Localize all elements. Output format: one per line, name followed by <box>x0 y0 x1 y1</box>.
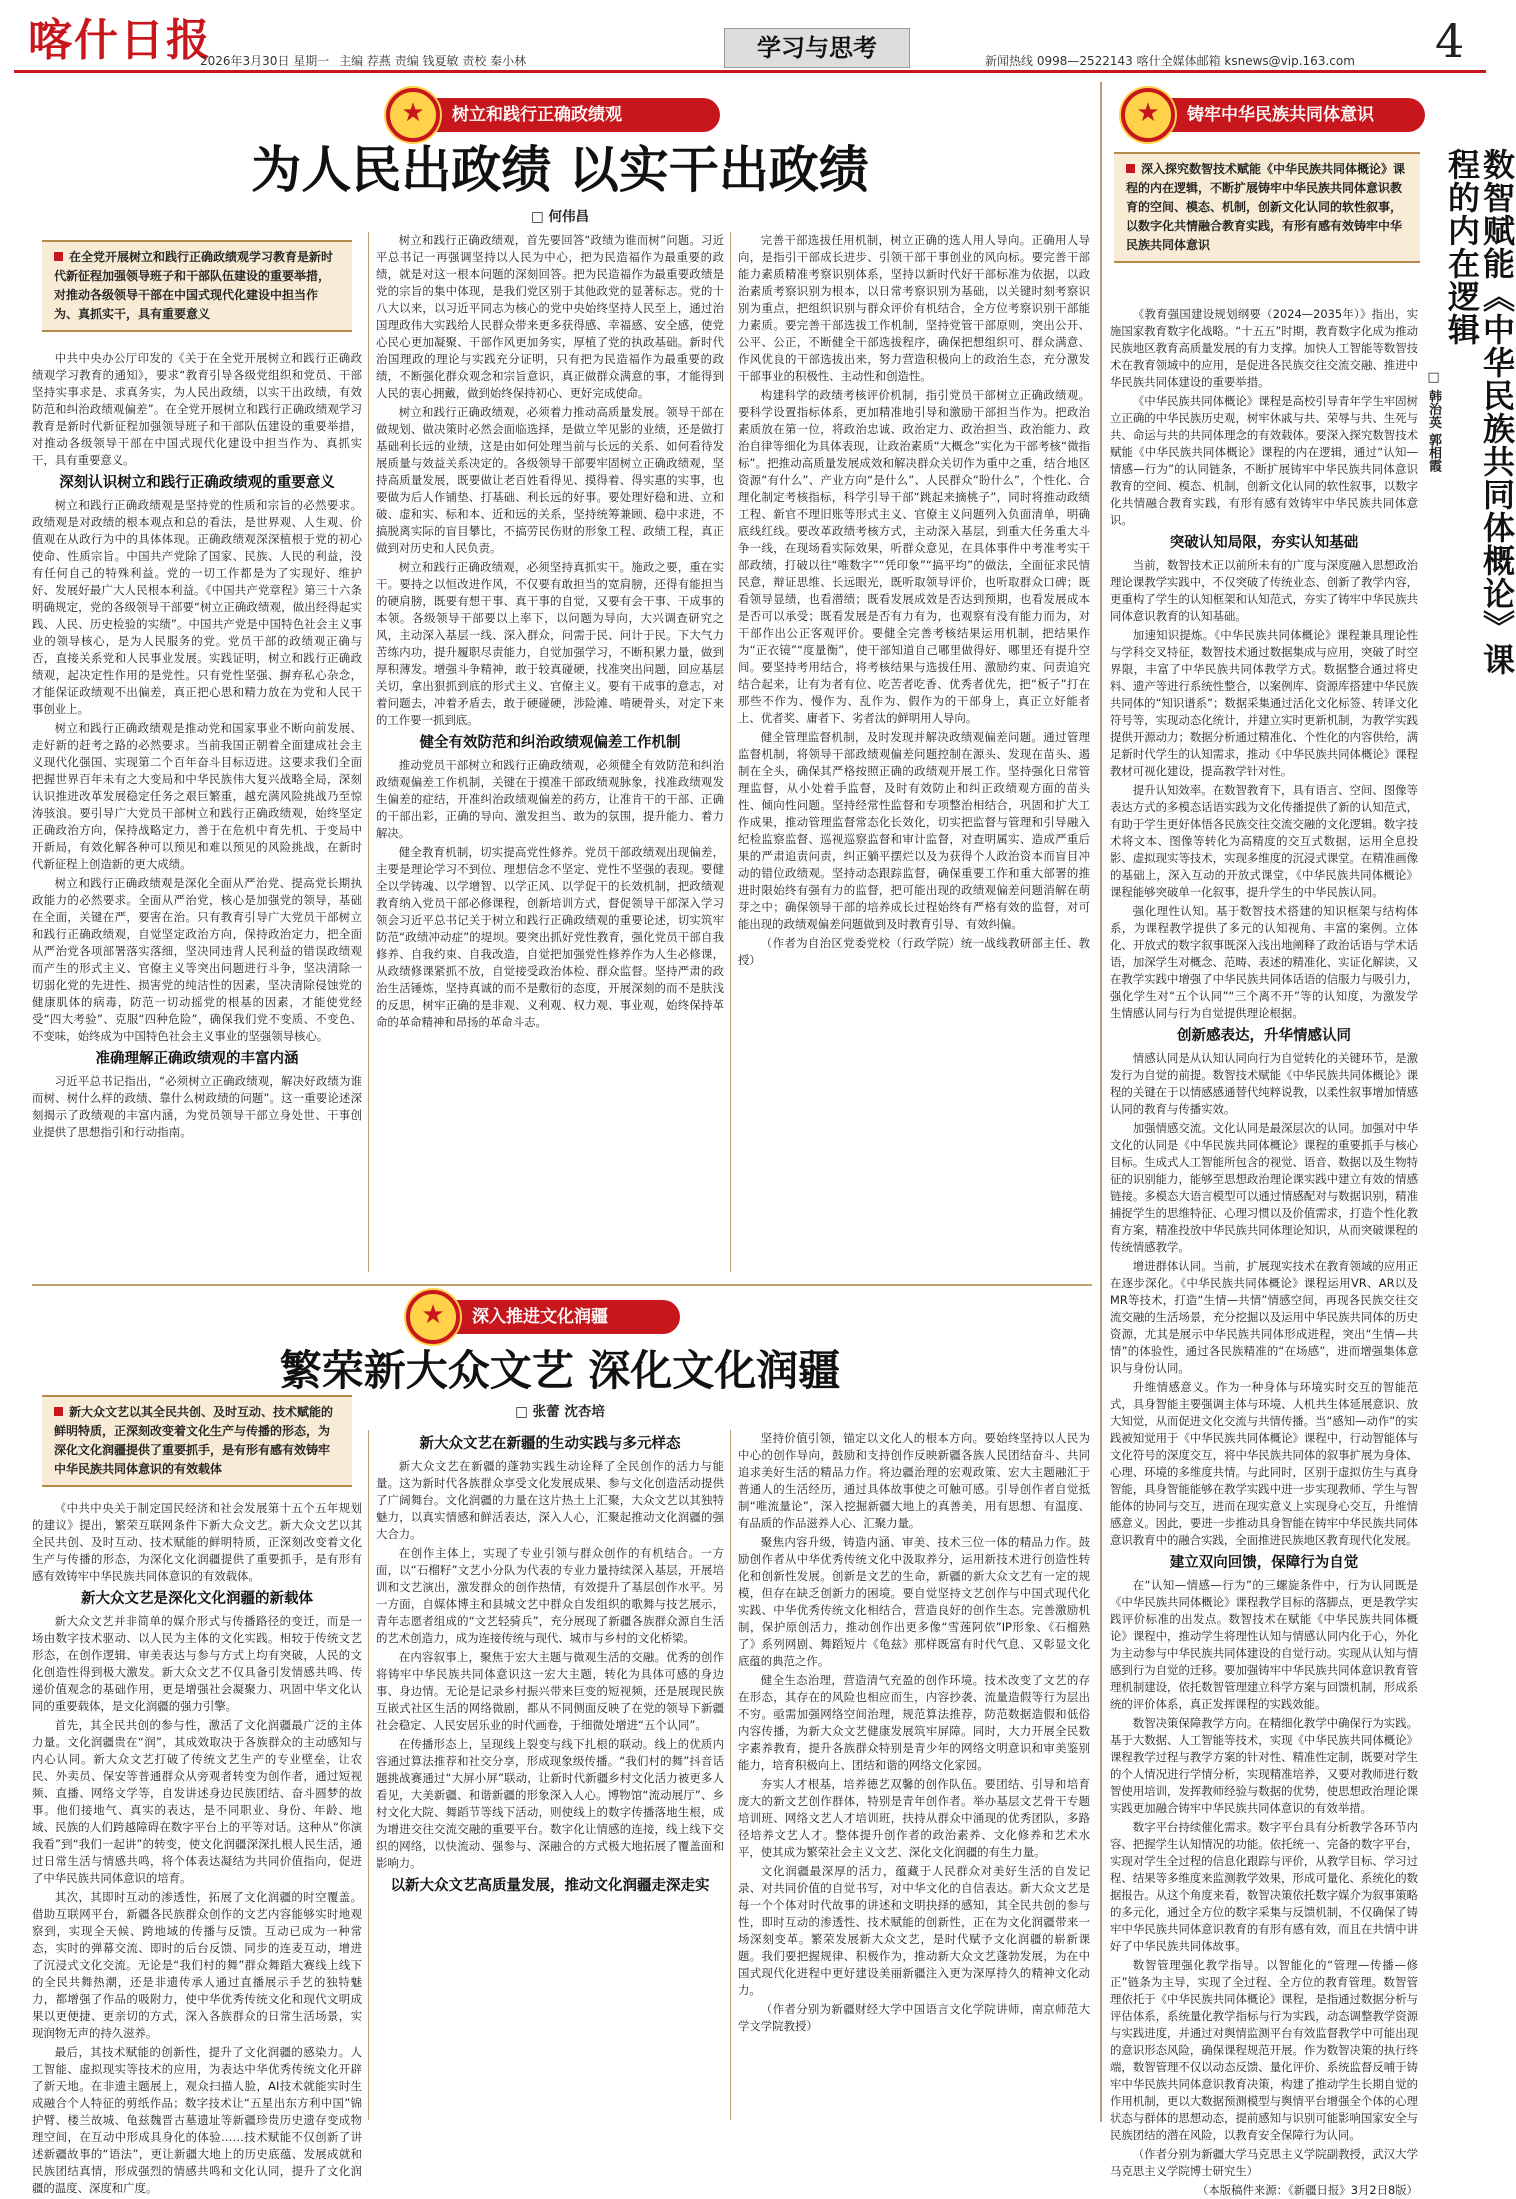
party-emblem-icon <box>386 88 440 142</box>
article1-banner <box>390 98 720 132</box>
article3-paragraph: 情感认同是从认知认同向行为自觉转化的关键环节，是激发行为自觉的前提。数智技术赋能《中华民族共同体概论》课程的关键在于以情感感通替代纯粹说教，以柔性叙事增加情感认同的教育与传播实效。 <box>1110 1051 1418 1116</box>
article3-banner <box>1125 98 1425 132</box>
article1-banner-label: 树立和践行正确政绩观 <box>452 105 622 125</box>
article2-subheading-1: 新大众文艺是深化文化润疆的新载体 <box>81 1591 313 1607</box>
article2-title: 繁荣新大众文艺 深化文化润疆 <box>279 1346 841 1395</box>
article2-paragraph: 文化润疆最深厚的活力，蕴藏于人民群众对美好生活的自发记录、对共同价值的自觉书写，对中华文化的自信表达。新大众文艺是每一个个体对时代故事的讲述和文明抉择的感知，其全民共创的参与性，即时互动的渗透性、技术赋能的创新性，正在为文化润疆带来一场深刻变革。繁荣发展新大众文艺，是时代赋予文化润疆的崭新课题。我们要把握规律、积极作为，推动新大众文艺蓬勃发展，为在中国式现代化进程中更好建设美丽新疆注入更为深厚持久的精神文化动力。 <box>738 1864 1090 1997</box>
article3-paragraph: 提升认知效率。在数智教育下，具有语言、空间、图像等表达方式的多模态话语实践为文化传播提供了新的认知范式，有助于学生更好体悟各民族交往交流交融的文化逻辑。数字技术将文本、图像等转化为高精度的交互式数据，运用全息投影、虚拟现实等技术，实现多维度的沉浸式课堂。在精准画像的基础上，深入互动的开放式课堂，《中华民族共同体概论》课程能够突破单一化叙事，提升学生的中华民族认同。 <box>1110 783 1418 899</box>
article2-summary <box>42 1395 352 1487</box>
article2-col3 <box>738 1430 1090 2120</box>
article2-banner-label: 深入推进文化润疆 <box>472 1307 608 1327</box>
article2-footnote: （作者分别为新疆财经大学中国语言文化学院讲师，南京师范大学文学院教授） <box>738 2002 1090 2033</box>
article1-subheading-1: 深刻认识树立和践行正确政绩观的重要意义 <box>59 475 335 491</box>
bullet-square-icon <box>54 1407 63 1416</box>
column-divider <box>1100 82 1102 2122</box>
article1-summary <box>42 240 352 332</box>
article2-author: □ 张蕾 沈杏培 <box>515 1404 605 1420</box>
editors-line: 主编 荐燕 责编 钱夏敏 责校 秦小林 <box>339 54 527 68</box>
article2-paragraph: 夯实人才根基，培养德艺双馨的创作队伍。要团结、引导和培育庞大的新文艺创作群体，特别是青年创作者。举办基层文艺骨干专题培训班、网络文艺人才培训班，扶持从群众中涌现的优秀团队，多路径培养文艺人才。整体提升创作者的政治素养、文化修养和艺术水平，使其成为繁荣社会主义文艺、深化文化润疆的有生力量。 <box>738 1777 1090 1859</box>
source-note: （本版稿件来源：《新疆日报》3月2日8版） <box>1196 2183 1418 2197</box>
article1-summary-text: 在全党开展树立和践行正确政绩观学习教育是新时代新征程加强领导班子和干部队伍建设的重要举措，对推动各级领导干部在中国式现代化建设中担当作为、真抓实干，具有重要意义 <box>54 250 334 321</box>
article3-paragraph: 升维情感意义。作为一种身体与环境实时交互的智能范式，具身智能主要强调主体与环境、人机共生体延展意识、放大知觉，从而促进文化交流与共情传播。当“感知—动作”的实践被知觉用于《中华民族共同体概论》课程中，行动智能体与文化符号的深度交互，将中华民族共同体的叙事扩展为身体、心理、环境的多维度共情。与此同时，区别于虚拟仿生与真身智能，具身智能能够在教学实践中进一步实现教师、学生与智能体的协同与交互，进而在现实意义上实现身心交互，升维情感意义。因此，要进一步推动具身智能在铸牢中华民族共同体意识教育中的融合实践，全面推进民族地区教育现代化发展。 <box>1110 1380 1418 1547</box>
article3-paragraph: 强化理性认知。基于数智技术搭建的知识框架与结构体系，为课程教学提供了多元的认知视角、丰富的案例。立体化、开放式的数字叙事既深入浅出地阐释了政治话语与学术话语，加深学生对概念、范畴、表述的精准化、实证化解读，又在教学实践中增强了中华民族共同体话语的信服力与吸引力，强化学生对“五个认同”“三个离不开”等的认知度，为激发学生情感认同与行为自觉提供理论根据。 <box>1110 904 1418 1020</box>
header-rule <box>14 70 1486 73</box>
article3-paragraph: 数智决策保障教学方向。在精细化教学中确保行为实践。基于大数据、人工智能等技术，实现《中华民族共同体概论》课程教学过程与教学方案的针对性、精准性定制，既要对学生的个人情况进行学情分析，实现精准培养，又要对教师进行数智使用培训，发挥教师经验与数据的优势，使思想政治理论课实践更加融合铸牢中华民族共同体意识的有效举措。 <box>1110 1716 1418 1815</box>
party-emblem-icon <box>406 1290 460 1344</box>
article1-paragraph: 推动党员干部树立和践行正确政绩观，必须健全有效防范和纠治政绩观偏差工作机制，关键在于摸准干部政绩观脉象，找准政绩观发生偏差的症结，开准纠治政绩观偏差的药方，让准肯干的干部、正确的干部出彩，正确的导向、激发担当、敢为的氛围，提升能力、着力解决。 <box>376 758 724 840</box>
column-divider <box>368 232 369 1272</box>
article2-paragraph: 《中共中央关于制定国民经济和社会发展第十五个五年规划的建议》提出，繁荣互联网条件下新大众文艺。新大众文艺以其全民共创、及时互动、技术赋能的鲜明特质，正深刻改变着文化生产与传播的形态，为深化文化润疆提供了重要抓手，是有形有感有效铸牢中华民族共同体意识的有效载体。 <box>32 1501 362 1583</box>
article3-author-name: 韩治英 郭相霞 <box>1426 389 1441 473</box>
article2-subheading-3: 以新大众文艺高质量发展，推动文化润疆走深走实 <box>390 1878 710 1894</box>
article1-paragraph: 树立和践行正确政绩观，必须着力推动高质量发展。领导干部在做规划、做决策时必然会面临选择，是做立竿见影的业绩，还是做打基础利长远的业绩，这是由如何处理当前与长远的关系、如何看待发展质量与效益关系决定的。各级领导干部要牢固树立正确政绩观，坚持高质量发展，既要做让老百姓看得见、摸得着、得实惠的实事，也要做为后人作铺垫、打基础、利长远的好事。要处理好稳和进、立和破、虚和实、标和本、近和远的关系，坚持统筹兼顾、稳中求进，不搞脱离实际的盲目攀比，不搞劳民伤财的形象工程、政绩工程，真正做到对历史和人民负责。 <box>376 405 724 555</box>
article1-paragraph: 构建科学的政绩考核评价机制，指引党员干部树立正确政绩观。要科学设置指标体系，更加精准地引导和激励干部担当作为。把政治素质放在第一位，将政治忠诚、政治定力、政治担当、政治能力、政治自律等细化为具体表现，让政治素质“大概念”实化为干部考核“微指标”。把推动高质量发展成效和解决群众关切作为重中之重，结合地区资源“有什么”、产业方向“是什么”、人民群众“盼什么”，个性化、合理化制定考核指标，科学引导干部“跳起来摘桃子”，同时将推动政绩工程、新官不理旧账等形式主义、官僚主义问题列入负面清单，明确底线红线。要改革政绩考核方式，主动深入基层，到重大任务重大斗争一线，在现场看实际效果，听群众意见，在具体事件中考准考实干部政绩，打破以往“唯数字”“凭印象”“搞平均”的做法，全面征求民情民意，辩证思维、长远眼光，既听取领导评价，也听取群众口碑；既看领导显绩，也看潜绩；既看发展成效是否达到预期，也看发展成本是否可以承受；既看发展是否有力有为，也观察有没有能力而为，对干部作出公正客观评价。要健全完善考核结果运用机制，把结果作为“正衣镜”“度量衡”，使干部知道自己哪里做得好、哪里还有提升空间。要坚持考用结合，将考核结果与选拔任用、激励约束、问责追究结合起来，让有为者有位、吃苦者吃香、优秀者优先，把“板子”打在那些不作为、慢作为、乱作为、假作为的干部身上，真正立好能者上、优者奖、庸者下、劣者汰的鲜明用人导向。 <box>738 388 1090 725</box>
article2-paragraph: 聚焦内容升级，铸造内涵、审美、技术三位一体的精品力作。鼓励创作者从中华优秀传统文化中汲取养分，运用新技术进行创造性转化和创新性发展。创新是文艺的生命，新疆的新大众文艺有一定的规模，但存在缺乏创新力的困境。要自觉坚持文艺创作与中国式现代化实践、中华优秀传统文化相结合，营造良好的创作生态。完善激励机制，保护原创活力，推动创作出更多像“雪莲阿依”IP形象、《石榴熟了》系列网剧、舞蹈短片《龟兹》那样既富有时代气息、又彰显文化底蕴的典范之作。 <box>738 1535 1090 1668</box>
article1-paragraph: 健全教育机制，切实提高党性修养。党员干部政绩观出现偏差，主要是理论学习不到位、理想信念不坚定、党性不坚强的表现。要健全以学铸魂、以学增智、以学正风、以学促干的长效机制，把政绩观教育纳入党员干部必修课程，创新培训方式，督促领导干部深入学习领会习近平总书记关于树立和践行正确政绩观的重要论述，切实筑牢防范“政绩冲动症”的堤坝。要突出抓好党性教育，强化党员干部自我修养、自我约束、自我改造，自觉把加强党性修养作为人生必修课，从政绩修课紧抓不放，自觉接受政治体检、群众监督。坚持严肃的政治生活锤炼，坚持真诚的而不是敷衍的态度，开展深刻的而不是肤浅的反思，树牢正确的是非观、义利观、权力观、事业观，始终保持革命的革命精神和昂扬的革命斗志。 <box>376 845 724 1029</box>
article3-author: □ 韩治英 郭相霞 <box>1426 370 1441 473</box>
article2-author-name: 张蕾 沈杏培 <box>532 1404 605 1420</box>
article1-paragraph: 树立和践行正确政绩观是坚持党的性质和宗旨的必然要求。政绩观是对政绩的根本观点和总的看法，是世界观、人生观、价值观在从政行为中的具体体现。正确政绩观深深植根于党的初心使命、性质宗旨。中国共产党除了国家、民族、人民的利益，没有任何自己的特殊利益。党的一切工作都是为了实现好、维护好、发展好最广大人民根本利益。《中国共产党章程》第三十六条明确规定，党的各级领导干部要“树立正确政绩观，做出经得起实践、人民、历史检验的实绩”。中国共产党是中国特色社会主义事业的领导核心，是为人民服务的党。党员干部的政绩观正确与否，直接关系党和人民事业发展。实践证明，树立和践行正确政绩观，起决定性作用的是党性。只有党性坚强、摒弃私心杂念，才能保证政绩观不出偏差，真正把心思和精力放在为党和人民干事创业上。 <box>32 498 362 716</box>
article2-paragraph: 其次，其即时互动的渗透性，拓展了文化润疆的时空覆盖。借助互联网平台，新疆各民族群众创作的文艺内容能够实时地观察到，实现全天候、跨地域的传播与反馈。互动已成为一种常态，实时的弹幕交流、即时的后台反馈、同步的连麦互动，增进了沉浸式文化交流。无论是“我们村的舞”群众舞蹈大赛线上线下的全民共舞热潮，还是非遗传承人通过直播展示手艺的独特魅力，都增强了作品的吸附力，使中华优秀传统文化和现代文明成果以更便捷、更亲切的方式，深入各族群众的日常生活场景，实现润物无声的持久滋养。 <box>32 1890 362 2040</box>
article1-col3 <box>738 232 1090 1272</box>
article3-summary-text: 深入探究数智技术赋能《中华民族共同体概论》课程的内在逻辑，不断扩展铸牢中华民族共同体意识教育的空间、模态、机制，创新文化认同的软性叙事，以数字化共情融合教育实践，有形有感有效铸牢中华民族共同体意识 <box>1126 162 1406 252</box>
bullet-square-icon <box>1126 164 1135 173</box>
article1-paragraph: 完善干部选拔任用机制，树立正确的选人用人导向。正确用人导向，是指引干部成长进步、引领干部干事创业的风向标。要完善干部能力素质精准考察识别体系，坚持以新时代好干部标准为依据，以政治素质考察识别为根本，以日常考察识别为基础，以关键时刻考察识别为重点，把组织识别与群众评价有机结合，全方位考察识别干部能力素质。要完善干部选拔工作机制，坚持党管干部原则，突出公开、公平、公正，不断健全干部选拔程序，确保把想组织可、群众满意、作风优良的干部选拔出来，努力营造积极向上的政治生态，充分激发干部事业的积极性、主动性和创造性。 <box>738 233 1090 383</box>
article2-paragraph: 新大众文艺并非简单的媒介形式与传播路径的变迁，而是一场由数字技术驱动、以人民为主体的文化实践。相较于传统文艺形态，在创作逻辑、审美表达与参与方式上均有突破，人民的文化创造性得到极大激发。新大众文艺不仅具备引发情感共鸣、传递价值观念的基础作用，更是增强社会凝聚力、巩固中华文化认同的重要载体，是文化润疆的强力引擎。 <box>32 1614 362 1713</box>
page-header <box>0 0 1500 68</box>
article2-paragraph: 坚持价值引领，锚定以文化人的根本方向。要始终坚持以人民为中心的创作导向，鼓励和支持创作反映新疆各族人民团结奋斗、共同追求美好生活的精品力作。将边疆治理的宏观政策、宏大主题融汇于普通人的生活经历，通过具体故事使之可触可感。引导创作者自觉抵制“唯流量论”，深入挖掘新疆大地上的真善美，用有思想、有温度、有品质的作品滋养人心、汇聚力量。 <box>738 1431 1090 1530</box>
masthead-logo: 喀什日报 <box>28 15 212 66</box>
article3-paragraph: 数智管理强化教学指导。以智能化的“管理—传播—修正”链条为主导，实现了全过程、全方位的教育管理。数智管理依托于《中华民族共同体概论》课程，是指通过数据分析与评估体系，系统量化教学指标与行为实践，动态调整教学资源与实践进度，并通过对舆情监测平台有效监督教学中可能出现的意识形态风险，确保课程规范开展。作为数智决策的执行终端，数智管理不仅以动态反馈、量化评价、系统监督反哺于铸牢中华民族共同体意识教育决策，构建了推动学生长期自觉的作用机制，更以大数据预测模型与舆情平台增强全个体的心理状态与群体的思想动态，提前感知与识别可能影响国家安全与民族团结的潜在风险，以教育安全保障行为认同。 <box>1110 1958 1418 2142</box>
contact-line: 新闻热线 0998—2522143 喀什全媒体邮箱 ksnews@vip.163.com <box>985 54 1355 68</box>
article2-paragraph: 新大众文艺在新疆的蓬勃实践生动诠释了全民创作的活力与能量。这为新时代各族群众享受文化发展成果、参与文化创造活动提供了广阔舞台。文化润疆的力量在这片热土上汇聚，大众文艺以其独特魅力，以真实情感和鲜活表达，深入人心，汇聚起推动文化润疆的强大合力。 <box>376 1459 724 1541</box>
article2-paragraph: 最后，其技术赋能的创新性，提升了文化润疆的感染力。人工智能、虚拟现实等技术的应用，为表达中华优秀传统文化开辟了新天地。在非遗主题展上，观众扫描人脸，AI技术就能实时生成融合个人特征的剪纸作品；数字技术让“五星出东方利中国”锦护臂、楼兰故城、龟兹魏晋古墓遗址等新疆珍贵历史遗存变成物理空间，在互动中形成具身化的体验……技术赋能不仅创新了讲述新疆故事的“语法”，更让新疆大地上的历史底蕴、发展成就和民族团结真情，形成强烈的情感共鸣和文化认同，提升了文化润疆的温度、深度和广度。 <box>32 2045 362 2195</box>
column-divider <box>368 1430 369 2120</box>
article1-paragraph: 树立和践行正确政绩观，首先要回答“政绩为谁而树”问题。习近平总书记一再强调坚持以人民为中心，把为民造福作为最重要的政绩，就是对这一根本问题的深刻回答。把为民造福作为最重要政绩是党的宗旨的集中体现，是我们党区别于其他政党的显著标志。党的十八大以来，以习近平同志为核心的党中央始终坚持人民至上，通过治国理政伟大实践给人民群众带来更多获得感、幸福感、安全感，使党心民心更加凝聚、干部作风更加务实，厚植了党的执政基础。新时代治国理政的理论与实践充分证明，只有把为民造福作为最重要的政绩，不断强化群众观念和宗旨意识，真正做群众满意的事，才能得到人民的衷心拥戴，做到始终保持初心、更好完成使命。 <box>376 233 724 400</box>
date-editors-line <box>200 52 526 69</box>
article3-paragraph: 《教育强国建设规划纲要（2024—2035年）》指出，实施国家教育数字化战略。“十五五”时期，教育数字化成为推动民族地区教育高质量发展的有力支撑。加快人工智能等数智技术在教育领域中的应用，是促进各民族交往交流交融、推进中华民族共同体建设的重要举措。 <box>1110 307 1418 389</box>
article2-subheading-2: 新大众文艺在新疆的生动实践与多元样态 <box>419 1436 681 1452</box>
article2-banner <box>410 1300 680 1334</box>
article1-paragraph: 健全管理监督机制，及时发现并解决政绩观偏差问题。通过管理监督机制，将领导干部政绩观偏差问题控制在源头、发现在苗头、遏制在全头，确保其严格按照正确的政绩观开展工作。坚持强化日常管理监督，从小处着手监督，及时有效防止和纠正政绩观方面的苗头性、倾向性问题。坚持经常性监督和专项整治相结合，巩固和扩大工作成果，推动管理监督常态化长效化，切实把监督与管理和引导融入纪检监察监督、巡视巡察监督和审计监督，对查明属实、造成严重后果的严肃追责问责，纠正躺平摆烂以及为获得个人政治资本而盲目冲动的错位政绩观。坚持动态跟踪监督，确保重要工作和重大部署的推进时限始终有强有力的监督，把可能出现的政绩观偏差问题消解在萌芽之中；确保领导干部的培养成长过程始终有严格有效的监督，对可能出现的政绩观偏差问题做到及时教育引导、有效纠偏。 <box>738 730 1090 931</box>
article3-subheading-3: 建立双向回馈，保障行为自觉 <box>1169 1555 1359 1571</box>
article3-footnote: （作者分别为新疆大学马克思主义学院副教授，武汉大学马克思主义学院博士研究生） <box>1110 2147 1418 2178</box>
article3-paragraph: 加强情感交流。文化认同是最深层次的认同。加强对中华文化的认同是《中华民族共同体概论》课程的重要抓手与核心目标。生成式人工智能所包含的视觉、语音、数据以及生物特征的识别能力，能够至思想政治理论课实践中建立有效的情感链接。多模态大语言模型可以通过情感配对与数据识别，精准捕捉学生的思维特征、心理习惯以及价值需求，打造个性化教育方案，精准投放中华民族共同体理论知识，从而突破课程的传统情感教学。 <box>1110 1121 1418 1254</box>
article2-summary-text: 新大众文艺以其全民共创、及时互动、技术赋能的鲜明特质，正深刻改变着文化生产与传播的形态，为深化文化润疆提供了重要抓手，是有形有感有效铸牢中华民族共同体意识的有效载体 <box>54 1405 334 1476</box>
article2-col2 <box>376 1430 724 2120</box>
column-divider <box>730 1430 731 2120</box>
article2-paragraph: 在创作主体上，实现了专业引领与群众创作的有机结合。一方面，以“石榴籽”文艺小分队为代表的专业力量持续深入基层，开展培训和文艺演出，激发群众的创作热情，有效提升了基层创作水平。另一方面，自媒体博主和县城文艺中群众自发组织的歌舞与技艺展示，青年志愿者组成的“文艺轻骑兵”，充分展现了新疆各族群众源自生活的艺术创造力，成为连接传统与现代、城市与乡村的文化桥梁。 <box>376 1546 724 1645</box>
article2-col1 <box>32 1500 362 2195</box>
article1-author-name: 何伟昌 <box>548 209 589 225</box>
article1-subheading-3: 健全有效防范和纠治政绩观偏差工作机制 <box>419 735 681 751</box>
article1-paragraph: 树立和践行正确政绩观，必须坚持真抓实干。施政之要，重在实干。要持之以恒改进作风，不仅要有敢担当的宽肩膀，还得有能担当的硬肩膀，既要有想干事、真干事的自觉，又要有会干事、干成事的本领。各级领导干部要以上率下，以问题为导向，大兴调查研究之风，主动深入基层一线、深入群众，问需于民、问计于民。下大气力苦练内功，提升履职尽责能力，自觉加强学习，不断积累力量，做到厚积薄发。增强斗争精神，敢于较真碰硬，找准突出问题，回应基层关切，拿出狠抓到底的形式主义、官僚主义。要有干成事的意志，对着问题去，冲着矛盾去，敢于硬碰硬，涉险滩、啃硬骨头，对定下来的工作要一抓到底。 <box>376 560 724 727</box>
bullet-square-icon <box>54 252 63 261</box>
article3-paragraph: 加速知识提炼。《中华民族共同体概论》课程兼具理论性与学科交叉特征，数智技术通过数据集成与应用，突破了时空界限，丰富了中华民族共同体教学方式。数据整合通过将史料、遗产等进行系统性整合，以案例库、资源库搭建中华民族共同体的“知识谱系”；数据采集通过活化文化标签、转译文化符号等，实现动态化统计，并建立实时更新机制，为教学实践提供开源动力；数据分析通过精准化、个性化的内容供给，满足新时代学生的认知需求，推动《中华民族共同体概论》课程教材可视化建设，提高教学针对性。 <box>1110 628 1418 778</box>
article3-column <box>1110 306 1418 2197</box>
article3-paragraph: 《中华民族共同体概论》课程是高校引导青年学生牢固树立正确的中华民族历史观，树牢休戚与共、荣辱与共、生死与共、命运与共的共同体理念的有效载体。要深入探究数智技术赋能《中华民族共同体概论》课程的内在逻辑，通过“认知—情感—行为”的认同链条，不断扩展铸牢中华民族共同体意识教育的空间、模态、机制，创新文化认同的软性叙事，以数字化共情融合教育实践，有形有感有效铸牢中华民族共同体意识。 <box>1110 394 1418 527</box>
article3-paragraph: 在“认知—情感—行为”的三螺旋条件中，行为认同既是《中华民族共同体概论》课程教学目标的落脚点，更是教学实践评价标准的出发点。数智技术在赋能《中华民族共同体概论》课程中，推动学生将理性认知与情感认同内化于心，外化为主动参与中华民族共同体建设的自觉行动。实现从认知与情感到行为自觉的迁移。要加强铸牢中华民族共同体意识教育管理机制建设，依托数智管理建立科学方案与回馈机制，形成系统的评价体系，真正发挥课程的实践效能。 <box>1110 1578 1418 1711</box>
article3-summary <box>1114 152 1420 263</box>
article2-paragraph: 在内容叙事上，聚焦于宏大主题与微观生活的交融。优秀的创作将铸牢中华民族共同体意识这一宏大主题，转化为具体可感的身边事、身边情。无论是记录乡村振兴带来巨变的短视频，还是展现民族互嵌式社区生活的网络微剧，都从不同侧面反映了在党的领导下新疆社会稳定、人民安居乐业的时代画卷，于细微处增进“五个认同”。 <box>376 1650 724 1732</box>
article1-col1 <box>32 350 362 1280</box>
section-divider <box>32 1284 1092 1286</box>
section-title: 学习与思考 <box>724 28 910 68</box>
article1-paragraph: 中共中央办公厅印发的《关于在全党开展树立和践行正确政绩观学习教育的通知》，要求“教育引导各级党组织和党员、干部坚持实事求是、求真务实，为人民出政绩，以实干出政绩，有效防范和纠治政绩观偏差”。在全党开展树立和践行正确政绩观学习教育是新时代新征程加强领导班子和干部队伍建设的重要举措，对推动各级领导干部在中国式现代化建设中担当作为、真抓实干，具有重要意义。 <box>32 351 362 467</box>
article2-paragraph: 在传播形态上，呈现线上裂变与线下扎根的联动。线上的优质内容通过算法推荐和社交分享，形成现象级传播。“我们村的舞”抖音话题挑战赛通过“大屏小屏”联动，让新时代新疆乡村文化活力被更多人看见，大美新疆、和谐新疆的形象深入人心。博物馆“流动展厅”、乡村文化大院、舞蹈节等线下活动，则使线上的数字传播落地生根，成为增进交往交流交融的重要平台。数字化让情感的连接，线上线下交织的网络，以快流动、强参与、深融合的方式极大地拓展了覆盖面和影响力。 <box>376 1737 724 1870</box>
article3-paragraph: 数字平台持续催化需求。数字平台具有分析教学各环节内容、把握学生认知情况的功能。依托统一、完备的数字平台，实现对学生全过程的信息化跟踪与评价，从教学目标、学习过程、结果等多维度来监测教学效果，形成可量化、系统化的数据报告。从这个角度来看，数智决策依托数字媒介为叙事策略的多元化，通过全方位的数字采集与反馈机制，不仅确保了铸牢中华民族共同体意识教育的有形有感有效，而且在共情中讲好了中华民族共同体故事。 <box>1110 1820 1418 1953</box>
party-emblem-icon <box>1121 88 1175 142</box>
article1-author: □ 何伟昌 <box>531 209 589 225</box>
article3-paragraph: 当前，数智技术正以前所未有的广度与深度融入思想政治理论课教学实践中，不仅突破了传统业态、创新了教学内容，更重构了学生的认知框架和认知范式，夯实了铸牢中华民族共同体意识教育的认知基础。 <box>1110 558 1418 623</box>
article1-paragraph: 树立和践行正确政绩观是深化全面从严治党、提高党长期执政能力的必然要求。全面从严治党，核心是加强党的领导，基础在全面，关键在严，要害在治。只有教育引导广大党员干部树立和践行正确政绩观，自觉坚定政治方向，保持政治定力，把全面从严治党各项部署落实落细，坚决同违背人民利益的错误政绩观而产生的形式主义、官僚主义等突出问题进行斗争，坚决清除一切弱化党的先进性、损害党的纯洁性的因素，坚决清除侵蚀党的健康肌体的病毒，防范一切动摇党的根基的因素，才能使党经受“四大考验”、克服“四种危险”，确保我们党不变质、不变色、不变味，始终成为中国特色社会主义事业的坚强领导核心。 <box>32 876 362 1043</box>
article1-title: 为人民出政绩 以实干出政绩 <box>251 140 869 199</box>
article2-paragraph: 首先，其全民共创的参与性，激活了文化润疆最广泛的主体力量。文化润疆贵在“润”，其成效取决于各族群众的主动感知与内心认同。新大众文艺打破了传统文艺生产的专业壁垒，让农民、外卖员、保安等普通群众从旁观者转变为创作者，通过短视频、直播、网络文学等，自发讲述身边民族团结、奋斗圆梦的故事。他们接地气、真实的表达，是不同职业、身份、年龄、地域、民族的人们跨越障碍在数字平台上的平等对话。这种从“你演我看”到“我们一起讲”的转变，使文化润疆深深扎根人民生活，通过日常生活与情感共鸣，将个体表达凝结为共同价值指向，促进了中华民族共同体意识的培育。 <box>32 1718 362 1885</box>
date-line: 2026年3月30日 星期一 <box>200 54 330 68</box>
article1-paragraph: 树立和践行正确政绩观是推动党和国家事业不断向前发展、走好新的赶考之路的必然要求。当前我国正朝着全面建成社会主义现代化强国、实现第二个百年奋斗目标迈进。这要求我们全面把握世界百年未有之大变局和中华民族伟大复兴战略全局，深刻认识推进改革发展稳定任务之艰巨繁重，越充满风险挑战乃至惊涛骇浪。要引导广大党员干部树立和践行正确政绩观，始终坚定正确政治方向，保持战略定力，善于在危机中育先机、于变局中开新局，有效化解各种可以预见和难以预见的风险挑战，在新时代新征程上创造新的更大成绩。 <box>32 721 362 871</box>
article1-paragraph: 习近平总书记指出，“必须树立正确政绩观，解决好政绩为谁而树、树什么样的政绩、靠什么树政绩的问题”。这一重要论述深刻揭示了政绩观的丰富内涵，为党员领导干部立身处世、干事创业提供了思想指引和行动指南。 <box>32 1074 362 1139</box>
column-divider <box>730 232 731 1272</box>
article3-subheading-2: 创新感表达，升华情感认同 <box>1177 1028 1351 1044</box>
article3-banner-label: 铸牢中华民族共同体意识 <box>1187 105 1374 125</box>
article1-footnote: （作者为自治区党委党校（行政学院）统一战线教研部主任、教授） <box>738 936 1090 967</box>
article1-subheading-2: 准确理解正确政绩观的丰富内涵 <box>95 1051 299 1067</box>
article3-paragraph: 增进群体认同。当前，扩展现实技术在教育领域的应用正在逐步深化。《中华民族共同体概论》课程运用VR、AR以及MR等技术，打造“生情—共情”情感空间，再现各民族交往交流交融的生活场景，充分挖掘以及运用中华民族共同体的历史资源，尤其是展示中华民族共同体形成进程，突出“生情—共情”的体验性，通过各民族精准的“在场感”，进而增强集体意识与身份认同。 <box>1110 1259 1418 1375</box>
article3-title: 数智赋能《中华民族共同体概论》课程的内在逻辑 <box>1443 148 1516 676</box>
article3-subheading-1: 突破认知局限，夯实认知基础 <box>1169 535 1359 551</box>
page-number: 4 <box>1435 14 1465 68</box>
article2-paragraph: 健全生态治理，营造清气充盈的创作环境。技术改变了文艺的存在形态，其存在的风险也相应而生，内容抄袭、流量造假等行为层出不穷。亟需加强网络空间治理，规范算法推荐，防范数据造假和低俗内容传播，为新大众文艺健康发展筑牢屏障。同时，大力开展全民数字素养教育，提升各族群众特别是青少年的网络文明意识和审美鉴别能力，培育积极向上、团结和谐的网络文化家园。 <box>738 1673 1090 1772</box>
article1-col2 <box>376 232 724 1272</box>
